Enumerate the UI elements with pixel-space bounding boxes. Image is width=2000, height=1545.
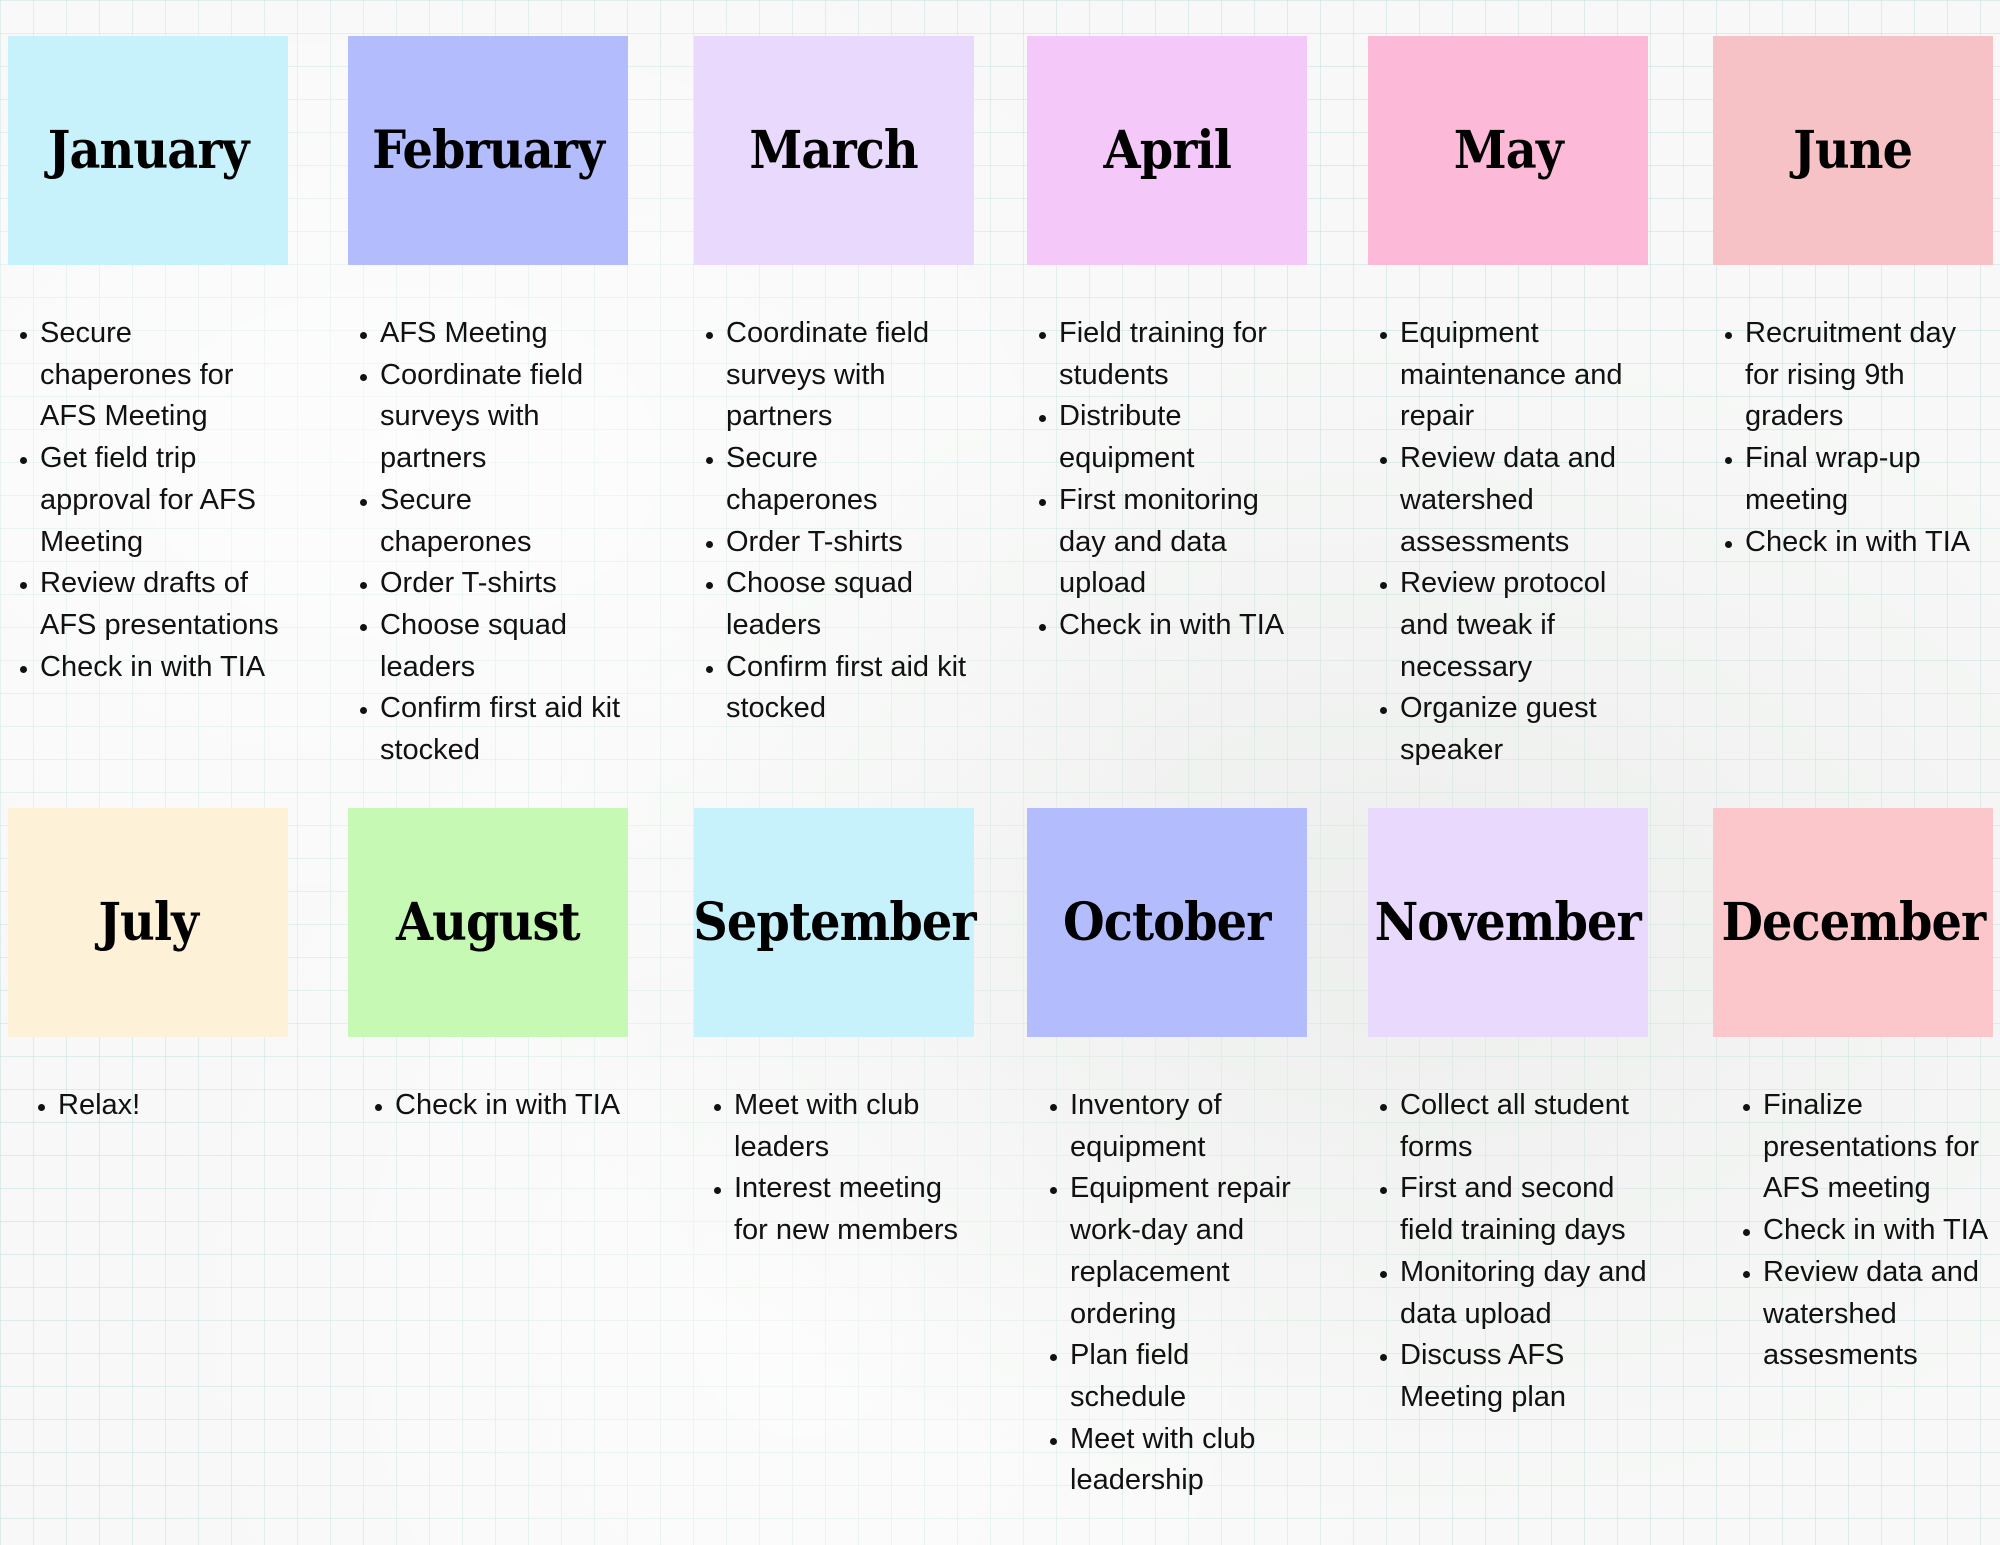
month-title: June: [1793, 120, 1913, 181]
month-july: [8, 808, 288, 1127]
month-january: [8, 36, 288, 688]
task-list: [1027, 313, 1307, 647]
task-item: • Organize guest speaker: [1400, 688, 1648, 771]
task-list: [1368, 313, 1648, 772]
month-title: July: [98, 892, 198, 953]
month-title: November: [1374, 892, 1642, 953]
month-title: September: [692, 892, 976, 953]
task-item: • Confirm first aid kit stocked: [726, 647, 974, 730]
month-october: [1027, 808, 1307, 1502]
task-list: [1027, 1085, 1307, 1502]
month-june: [1713, 36, 1993, 563]
task-list: [8, 313, 288, 688]
task-item: • Check in with TIA: [395, 1085, 628, 1127]
month-february: [348, 36, 628, 772]
task-item: • Secure chaperones: [726, 438, 974, 521]
month-title: March: [749, 120, 919, 181]
task-item: • Check in with TIA: [1745, 522, 1993, 564]
task-item: • Coordinate field surveys with partners: [380, 355, 628, 480]
task-item: • Check in with TIA: [1059, 605, 1307, 647]
month-header: [1713, 36, 1993, 265]
task-item: • Check in with TIA: [1763, 1210, 1993, 1252]
month-march: [694, 36, 974, 730]
month-may: [1368, 36, 1648, 772]
month-header: [1368, 808, 1648, 1037]
month-header: [694, 808, 974, 1037]
month-title: August: [396, 892, 580, 953]
task-list: [1368, 1085, 1648, 1419]
task-item: • Review protocol and tweak if necessary: [1400, 563, 1648, 688]
month-header: [1368, 36, 1648, 265]
month-december: [1713, 808, 1993, 1377]
month-november: [1368, 808, 1648, 1419]
task-item: • Distribute equipment: [1059, 396, 1307, 479]
task-item: • Order T-shirts: [726, 522, 974, 564]
month-header: [1713, 808, 1993, 1037]
month-header: [348, 808, 628, 1037]
month-header: [348, 36, 628, 265]
task-list: [694, 313, 974, 730]
task-item: • Field training for students: [1059, 313, 1307, 396]
task-item: • First monitoring day and data upload: [1059, 480, 1307, 605]
month-september: [694, 808, 974, 1252]
task-item: • Interest meeting for new members: [734, 1168, 974, 1251]
month-title: October: [1063, 892, 1271, 953]
task-list: [348, 1085, 628, 1127]
task-item: • Confirm first aid kit stocked: [380, 688, 628, 771]
month-title: December: [1721, 892, 1985, 953]
task-item: • Coordinate field surveys with partners: [726, 313, 974, 438]
task-item: • First and second field training days: [1400, 1168, 1648, 1251]
task-item: • Equipment maintenance and repair: [1400, 313, 1648, 438]
task-item: • Get field trip approval for AFS Meeting: [40, 438, 288, 563]
task-item: • Choose squad leaders: [380, 605, 628, 688]
task-item: • Secure chaperones for AFS Meeting: [40, 313, 288, 438]
month-header: [8, 808, 288, 1037]
month-april: [1027, 36, 1307, 647]
task-item: • Meet with club leaders: [734, 1085, 974, 1168]
task-list: [1713, 1085, 1993, 1377]
task-item: • AFS Meeting: [380, 313, 628, 355]
task-list: [694, 1085, 974, 1252]
month-title: April: [1103, 120, 1231, 181]
task-item: • Discuss AFS Meeting plan: [1400, 1335, 1648, 1418]
task-item: • Relax!: [58, 1085, 288, 1127]
month-header: [694, 36, 974, 265]
month-header: [1027, 808, 1307, 1037]
task-item: • Review drafts of AFS presentations: [40, 563, 288, 646]
month-august: [348, 808, 628, 1127]
task-list: [8, 1085, 288, 1127]
month-header: [8, 36, 288, 265]
task-item: • Choose squad leaders: [726, 563, 974, 646]
task-item: • Order T-shirts: [380, 563, 628, 605]
task-item: • Equipment repair work-day and replacement ordering: [1070, 1168, 1307, 1335]
task-item: • Inventory of equipment: [1070, 1085, 1307, 1168]
month-header: [1027, 36, 1307, 265]
task-item: • Meet with club leadership: [1070, 1419, 1307, 1502]
task-item: • Final wrap-up meeting: [1745, 438, 1993, 521]
month-title: February: [372, 120, 604, 181]
task-item: • Monitoring day and data upload: [1400, 1252, 1648, 1335]
task-item: • Secure chaperones: [380, 480, 628, 563]
month-title: January: [47, 120, 249, 181]
task-list: [1713, 313, 1993, 563]
month-title: May: [1453, 120, 1563, 181]
task-list: [348, 313, 628, 772]
task-item: • Plan field schedule: [1070, 1335, 1307, 1418]
task-item: • Collect all student forms: [1400, 1085, 1648, 1168]
task-item: • Review data and watershed assessments: [1400, 438, 1648, 563]
task-item: • Review data and watershed assesments: [1763, 1252, 1993, 1377]
task-item: • Recruitment day for rising 9th graders: [1745, 313, 1993, 438]
task-item: • Finalize presentations for AFS meeting: [1763, 1085, 1993, 1210]
task-item: • Check in with TIA: [40, 647, 288, 689]
